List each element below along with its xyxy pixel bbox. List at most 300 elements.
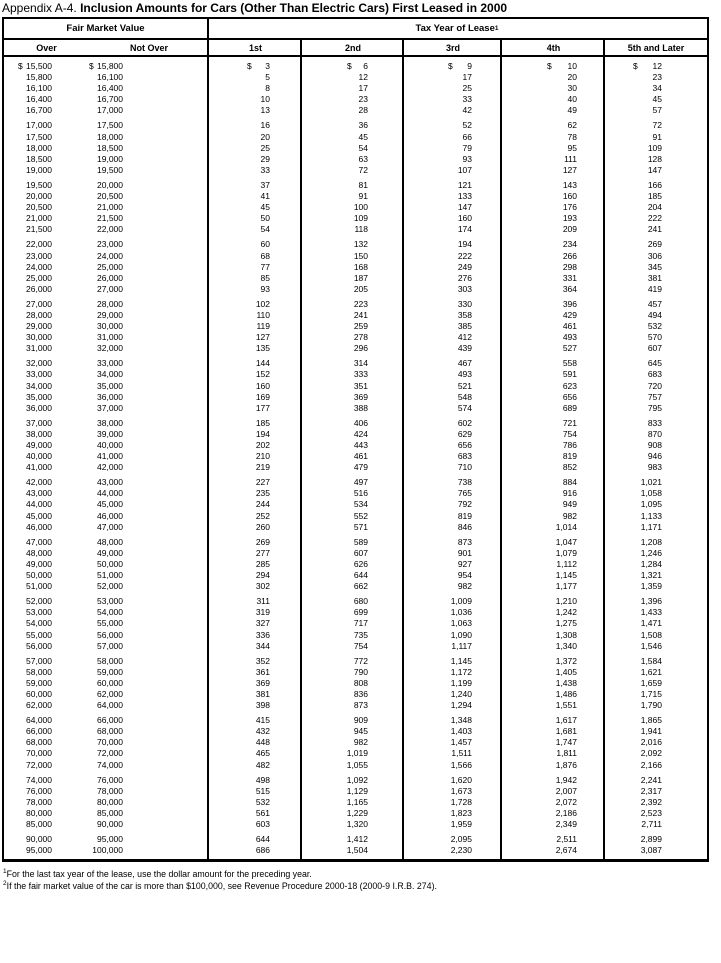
cell-year-5th-and-later (605, 418, 707, 429)
cell-value: 2,511 (556, 834, 577, 845)
cell-value: 46,000 (97, 510, 123, 521)
cell-value: 34,000 (26, 380, 52, 391)
cell-value: 552 (353, 510, 368, 521)
cell-value: 45 (358, 131, 368, 142)
cell-year-5th-and-later (605, 726, 707, 737)
cell-year-3rd (404, 641, 502, 652)
cell-value: 121 (457, 179, 472, 190)
cell-value: 109 (353, 213, 368, 224)
cell-year-1st (209, 321, 302, 332)
table-row (4, 700, 707, 711)
cell-value: 41 (260, 191, 270, 202)
cell-year-1st (209, 641, 302, 652)
cell-year-3rd (404, 726, 502, 737)
currency-symbol: $ (547, 61, 552, 71)
cell-value: 31,000 (97, 332, 123, 343)
cell-over (4, 440, 89, 451)
cell-year-5th-and-later (605, 61, 707, 72)
cell-value: 1,747 (555, 737, 577, 748)
cell-value: 429 (562, 309, 577, 320)
cell-year-1st (209, 596, 302, 607)
cell-value: 561 (255, 807, 270, 818)
cell-year-2nd (302, 596, 404, 607)
cell-year-1st (209, 488, 302, 499)
cell-year-1st (209, 808, 302, 819)
cell-value: 352 (255, 655, 270, 666)
cell-value: 10 (567, 61, 577, 71)
cell-not-over (89, 618, 209, 629)
table-row (4, 310, 707, 321)
cell-year-1st (209, 775, 302, 786)
cell-value: 1,308 (555, 629, 577, 640)
cell-value: 60 (260, 239, 270, 250)
cell-over (4, 760, 89, 771)
cell-value: 1,284 (640, 558, 662, 569)
cell-value: 47,000 (97, 521, 123, 532)
cell-value: 20 (567, 72, 577, 83)
table-row (4, 618, 707, 629)
cell-over (4, 834, 89, 845)
cell-year-2nd (302, 797, 404, 808)
cell-value: 2,711 (641, 819, 662, 829)
cell-value: 72,000 (26, 759, 52, 770)
cell-value: 532 (647, 321, 662, 332)
table-row (4, 845, 707, 856)
cell-year-1st (209, 559, 302, 570)
cell-year-2nd (302, 251, 404, 262)
cell-value: 532 (255, 796, 270, 807)
cell-value: 133 (457, 191, 472, 202)
cell-value: 21,000 (97, 202, 123, 213)
cell-value: 16,400 (97, 83, 123, 94)
table-row (4, 570, 707, 581)
cell-value: 302 (255, 581, 270, 592)
cell-year-2nd (302, 180, 404, 191)
cell-year-4th (502, 299, 605, 310)
cell-over (4, 596, 89, 607)
cell-year-2nd (302, 522, 404, 533)
cell-value: 36 (358, 120, 368, 131)
cell-value: 574 (457, 402, 472, 413)
cell-value: 41,000 (26, 462, 52, 473)
cell-year-5th-and-later (605, 488, 707, 499)
cell-year-4th (502, 667, 605, 678)
cell-value: 16,700 (97, 94, 123, 105)
cell-year-4th (502, 202, 605, 213)
cell-year-5th-and-later (605, 522, 707, 533)
cell-year-3rd (404, 511, 502, 522)
column-divider (207, 19, 209, 859)
cell-value: 143 (562, 179, 577, 190)
cell-year-1st (209, 630, 302, 641)
cell-value: 25 (260, 142, 270, 153)
table-row (4, 299, 707, 310)
cell-year-3rd (404, 132, 502, 143)
cell-year-1st (209, 462, 302, 473)
cell-year-4th (502, 834, 605, 845)
cell-value: 277 (255, 547, 270, 558)
cell-year-1st (209, 154, 302, 165)
cell-value: 55,000 (26, 629, 52, 640)
cell-value: 150 (353, 250, 368, 261)
cell-year-1st (209, 607, 302, 618)
cell-value: 369 (255, 677, 270, 688)
cell-not-over (89, 284, 209, 295)
cell-year-2nd (302, 83, 404, 94)
cell-year-2nd (302, 369, 404, 380)
cell-value: 8 (265, 83, 270, 94)
cell-value: 23 (358, 94, 368, 105)
cell-year-4th (502, 321, 605, 332)
cell-year-2nd (302, 440, 404, 451)
cell-year-3rd (404, 251, 502, 262)
cell-over (4, 630, 89, 641)
cell-value: 327 (255, 618, 270, 629)
cell-year-5th-and-later (605, 656, 707, 667)
cell-value: 15,800 (26, 72, 52, 83)
cell-value: 1,242 (555, 607, 577, 618)
cell-year-4th (502, 310, 605, 321)
cell-year-4th (502, 284, 605, 295)
cell-value: 2,166 (640, 759, 662, 770)
cell-year-5th-and-later (605, 570, 707, 581)
cell-year-1st (209, 834, 302, 845)
row-group (4, 239, 707, 294)
cell-value: 330 (457, 298, 472, 309)
footnote-text: If the fair market value of the car is more than $100,000, see Revenue Procedure 2000-18 (2000-9 I.R.B. 274). (6, 881, 437, 891)
table-row (4, 251, 707, 262)
cell-year-5th-and-later (605, 202, 707, 213)
cell-value: 754 (562, 428, 577, 439)
cell-value: 1,823 (450, 807, 472, 818)
cell-year-2nd (302, 726, 404, 737)
cell-value: 603 (255, 819, 270, 829)
cell-value: 699 (353, 607, 368, 618)
table-row (4, 715, 707, 726)
cell-value: 91 (652, 131, 662, 142)
cell-value: 56,000 (26, 640, 52, 651)
cell-value: 3,087 (640, 845, 662, 856)
cell-not-over (89, 581, 209, 592)
cell-year-5th-and-later (605, 299, 707, 310)
cell-value: 38,000 (26, 428, 52, 439)
cell-year-3rd (404, 522, 502, 533)
cell-value: 21,000 (26, 213, 52, 224)
cell-value: 381 (647, 272, 662, 283)
cell-value: 1,471 (640, 618, 662, 629)
cell-year-5th-and-later (605, 715, 707, 726)
cell-year-1st (209, 83, 302, 94)
cell-year-4th (502, 596, 605, 607)
cell-year-3rd (404, 499, 502, 510)
cell-year-2nd (302, 700, 404, 711)
cell-value: 432 (255, 726, 270, 737)
cell-value: 147 (647, 164, 662, 175)
column-divider (603, 40, 605, 859)
cell-over (4, 403, 89, 414)
cell-value: 66,000 (97, 715, 123, 726)
cell-value: 602 (457, 417, 472, 428)
cell-value: 25,000 (97, 261, 123, 272)
cell-not-over (89, 488, 209, 499)
cell-year-1st (209, 477, 302, 488)
cell-value: 66,000 (26, 726, 52, 737)
cell-not-over (89, 775, 209, 786)
cell-over (4, 273, 89, 284)
cell-year-3rd (404, 559, 502, 570)
cell-value: 1,246 (640, 547, 662, 558)
cell-value: 19,000 (97, 153, 123, 164)
cell-value: 2,317 (640, 785, 662, 796)
cell-value: 17,000 (97, 105, 123, 116)
cell-value: 306 (647, 250, 662, 261)
cell-value: 298 (562, 261, 577, 272)
cell-year-4th (502, 477, 605, 488)
cell-value: 119 (256, 321, 270, 332)
cell-value: 193 (562, 213, 577, 224)
cell-value: 37,000 (26, 417, 52, 428)
table-body (4, 57, 707, 859)
cell-year-1st (209, 748, 302, 759)
cell-value: 64,000 (97, 700, 123, 711)
cell-value: 100,000 (92, 845, 123, 856)
cell-year-3rd (404, 180, 502, 191)
cell-not-over (89, 797, 209, 808)
cell-year-5th-and-later (605, 343, 707, 354)
cell-year-4th (502, 775, 605, 786)
cell-value: 19,500 (97, 164, 123, 175)
cell-year-3rd (404, 358, 502, 369)
table-row (4, 678, 707, 689)
cell-over (4, 343, 89, 354)
table-row (4, 667, 707, 678)
cell-value: 467 (457, 358, 472, 369)
cell-value: 645 (647, 358, 662, 369)
cell-over (4, 120, 89, 131)
cell-year-1st (209, 132, 302, 143)
cell-year-4th (502, 251, 605, 262)
cell-year-1st (209, 262, 302, 273)
cell-year-5th-and-later (605, 273, 707, 284)
table-row (4, 559, 707, 570)
cell-value: 20,500 (97, 191, 123, 202)
cell-value: 34 (652, 83, 662, 94)
table-row (4, 343, 707, 354)
cell-over (4, 191, 89, 202)
cell-over (4, 499, 89, 510)
cell-value: 558 (562, 358, 577, 369)
cell-value: 205 (353, 283, 368, 294)
cell-value: 39,000 (97, 428, 123, 439)
cell-not-over (89, 748, 209, 759)
table-row (4, 477, 707, 488)
cell-value: 160 (255, 380, 270, 391)
cell-value: 41,000 (97, 451, 123, 462)
cell-year-2nd (302, 715, 404, 726)
cell-year-4th (502, 239, 605, 250)
cell-value: 795 (647, 402, 662, 413)
cell-value: 40 (567, 94, 577, 105)
cell-value: 591 (562, 369, 577, 380)
cell-value: 42 (462, 105, 472, 116)
cell-value: 95 (567, 142, 577, 153)
cell-value: 949 (562, 499, 577, 510)
cell-value: 331 (562, 272, 577, 283)
cell-value: 74,000 (97, 759, 123, 770)
cell-year-5th-and-later (605, 332, 707, 343)
cell-year-2nd (302, 403, 404, 414)
cell-value: 36,000 (97, 391, 123, 402)
cell-value: 95,000 (26, 845, 52, 856)
cell-value: 790 (353, 666, 368, 677)
table-row (4, 94, 707, 105)
cell-value: 683 (457, 451, 472, 462)
cell-value: 662 (353, 581, 368, 592)
cell-year-1st (209, 299, 302, 310)
cell-not-over (89, 105, 209, 116)
cell-over (4, 358, 89, 369)
cell-value: 10 (260, 94, 270, 105)
cell-value: 1,403 (450, 726, 472, 737)
cell-year-5th-and-later (605, 381, 707, 392)
cell-year-2nd (302, 343, 404, 354)
column-header-1st: 1st (248, 42, 262, 53)
cell-year-4th (502, 618, 605, 629)
cell-value: 494 (647, 309, 662, 320)
cell-value: 1,876 (555, 759, 577, 770)
cell-over (4, 321, 89, 332)
cell-value: 85 (260, 272, 270, 283)
cell-value: 1,566 (450, 759, 472, 770)
cell-value: 819 (457, 510, 472, 521)
cell-year-4th (502, 165, 605, 176)
cell-value: 1,117 (451, 640, 472, 651)
cell-year-4th (502, 537, 605, 548)
cell-year-4th (502, 641, 605, 652)
cell-value: 234 (562, 239, 577, 250)
cell-not-over (89, 819, 209, 830)
cell-value: 1,014 (555, 521, 577, 532)
cell-value: 689 (562, 402, 577, 413)
cell-year-2nd (302, 845, 404, 856)
cell-year-5th-and-later (605, 581, 707, 592)
cell-value: 443 (353, 440, 368, 450)
cell-year-5th-and-later (605, 94, 707, 105)
cell-value: 1,055 (346, 759, 368, 770)
cell-value: 419 (647, 283, 662, 294)
cell-year-3rd (404, 310, 502, 321)
cell-year-2nd (302, 630, 404, 641)
header-tax-year-of-lease: Tax Year of Lease 1 (415, 23, 499, 34)
cell-year-5th-and-later (605, 808, 707, 819)
cell-value: 15,500 (26, 61, 52, 71)
cell-value: 17 (462, 72, 472, 83)
cell-value: 31,000 (26, 343, 52, 354)
cell-value: 388 (353, 402, 368, 413)
cell-value: 18,500 (26, 153, 52, 164)
cell-value: 45 (652, 94, 662, 105)
cell-value: 32,000 (26, 358, 52, 369)
cell-year-4th (502, 488, 605, 499)
cell-year-2nd (302, 165, 404, 176)
cell-value: 2,349 (555, 819, 577, 829)
cell-value: 241 (353, 309, 368, 320)
table-row (4, 332, 707, 343)
cell-year-1st (209, 392, 302, 403)
cell-value: 364 (562, 283, 577, 294)
cell-year-2nd (302, 581, 404, 592)
cell-year-5th-and-later (605, 440, 707, 451)
cell-value: 1,036 (450, 607, 472, 618)
cell-year-2nd (302, 120, 404, 131)
cell-value: 68 (260, 250, 270, 261)
cell-value: 439 (457, 343, 472, 354)
cell-year-5th-and-later (605, 120, 707, 131)
table-row (4, 641, 707, 652)
cell-year-2nd (302, 284, 404, 295)
table-row (4, 224, 707, 235)
cell-value: 57 (652, 105, 662, 116)
cell-value: 27,000 (26, 298, 52, 309)
cell-year-5th-and-later (605, 191, 707, 202)
cell-year-4th (502, 440, 605, 451)
cell-year-4th (502, 797, 605, 808)
cell-not-over (89, 332, 209, 343)
cell-value: 1,405 (555, 666, 577, 677)
cell-not-over (89, 834, 209, 845)
cell-value: 58,000 (97, 655, 123, 666)
cell-over (4, 678, 89, 689)
table-row (4, 369, 707, 380)
cell-value: 1,396 (640, 596, 662, 607)
cell-year-4th (502, 180, 605, 191)
cell-not-over (89, 715, 209, 726)
cell-year-1st (209, 105, 302, 116)
cell-value: 738 (457, 477, 472, 488)
header-fair-market-value (4, 19, 207, 38)
cell-value: 19,500 (26, 179, 52, 190)
cell-value: 160 (562, 191, 577, 202)
cell-value: 78,000 (97, 785, 123, 796)
cell-year-5th-and-later (605, 321, 707, 332)
cell-year-3rd (404, 72, 502, 83)
cell-year-3rd (404, 570, 502, 581)
cell-year-3rd (404, 797, 502, 808)
cell-year-5th-and-later (605, 667, 707, 678)
cell-not-over (89, 369, 209, 380)
cell-value: 29,000 (26, 321, 52, 332)
cell-value: 93 (260, 283, 270, 294)
cell-value: 17,500 (97, 120, 123, 131)
cell-over (4, 369, 89, 380)
table-row (4, 440, 707, 451)
cell-value: 448 (255, 737, 270, 748)
cell-year-1st (209, 165, 302, 176)
cell-value: 23,000 (97, 239, 123, 250)
cell-value: 44,000 (26, 499, 52, 510)
cell-value: 22,000 (26, 239, 52, 250)
cell-value: 50,000 (97, 558, 123, 569)
cell-value: 269 (647, 239, 662, 250)
cell-year-4th (502, 548, 605, 559)
currency-symbol: $ (18, 61, 23, 71)
cell-year-3rd (404, 845, 502, 856)
cell-year-3rd (404, 202, 502, 213)
cell-value: 1,165 (346, 796, 368, 807)
cell-over (4, 656, 89, 667)
cell-year-4th (502, 808, 605, 819)
cell-value: 1,229 (346, 807, 368, 818)
